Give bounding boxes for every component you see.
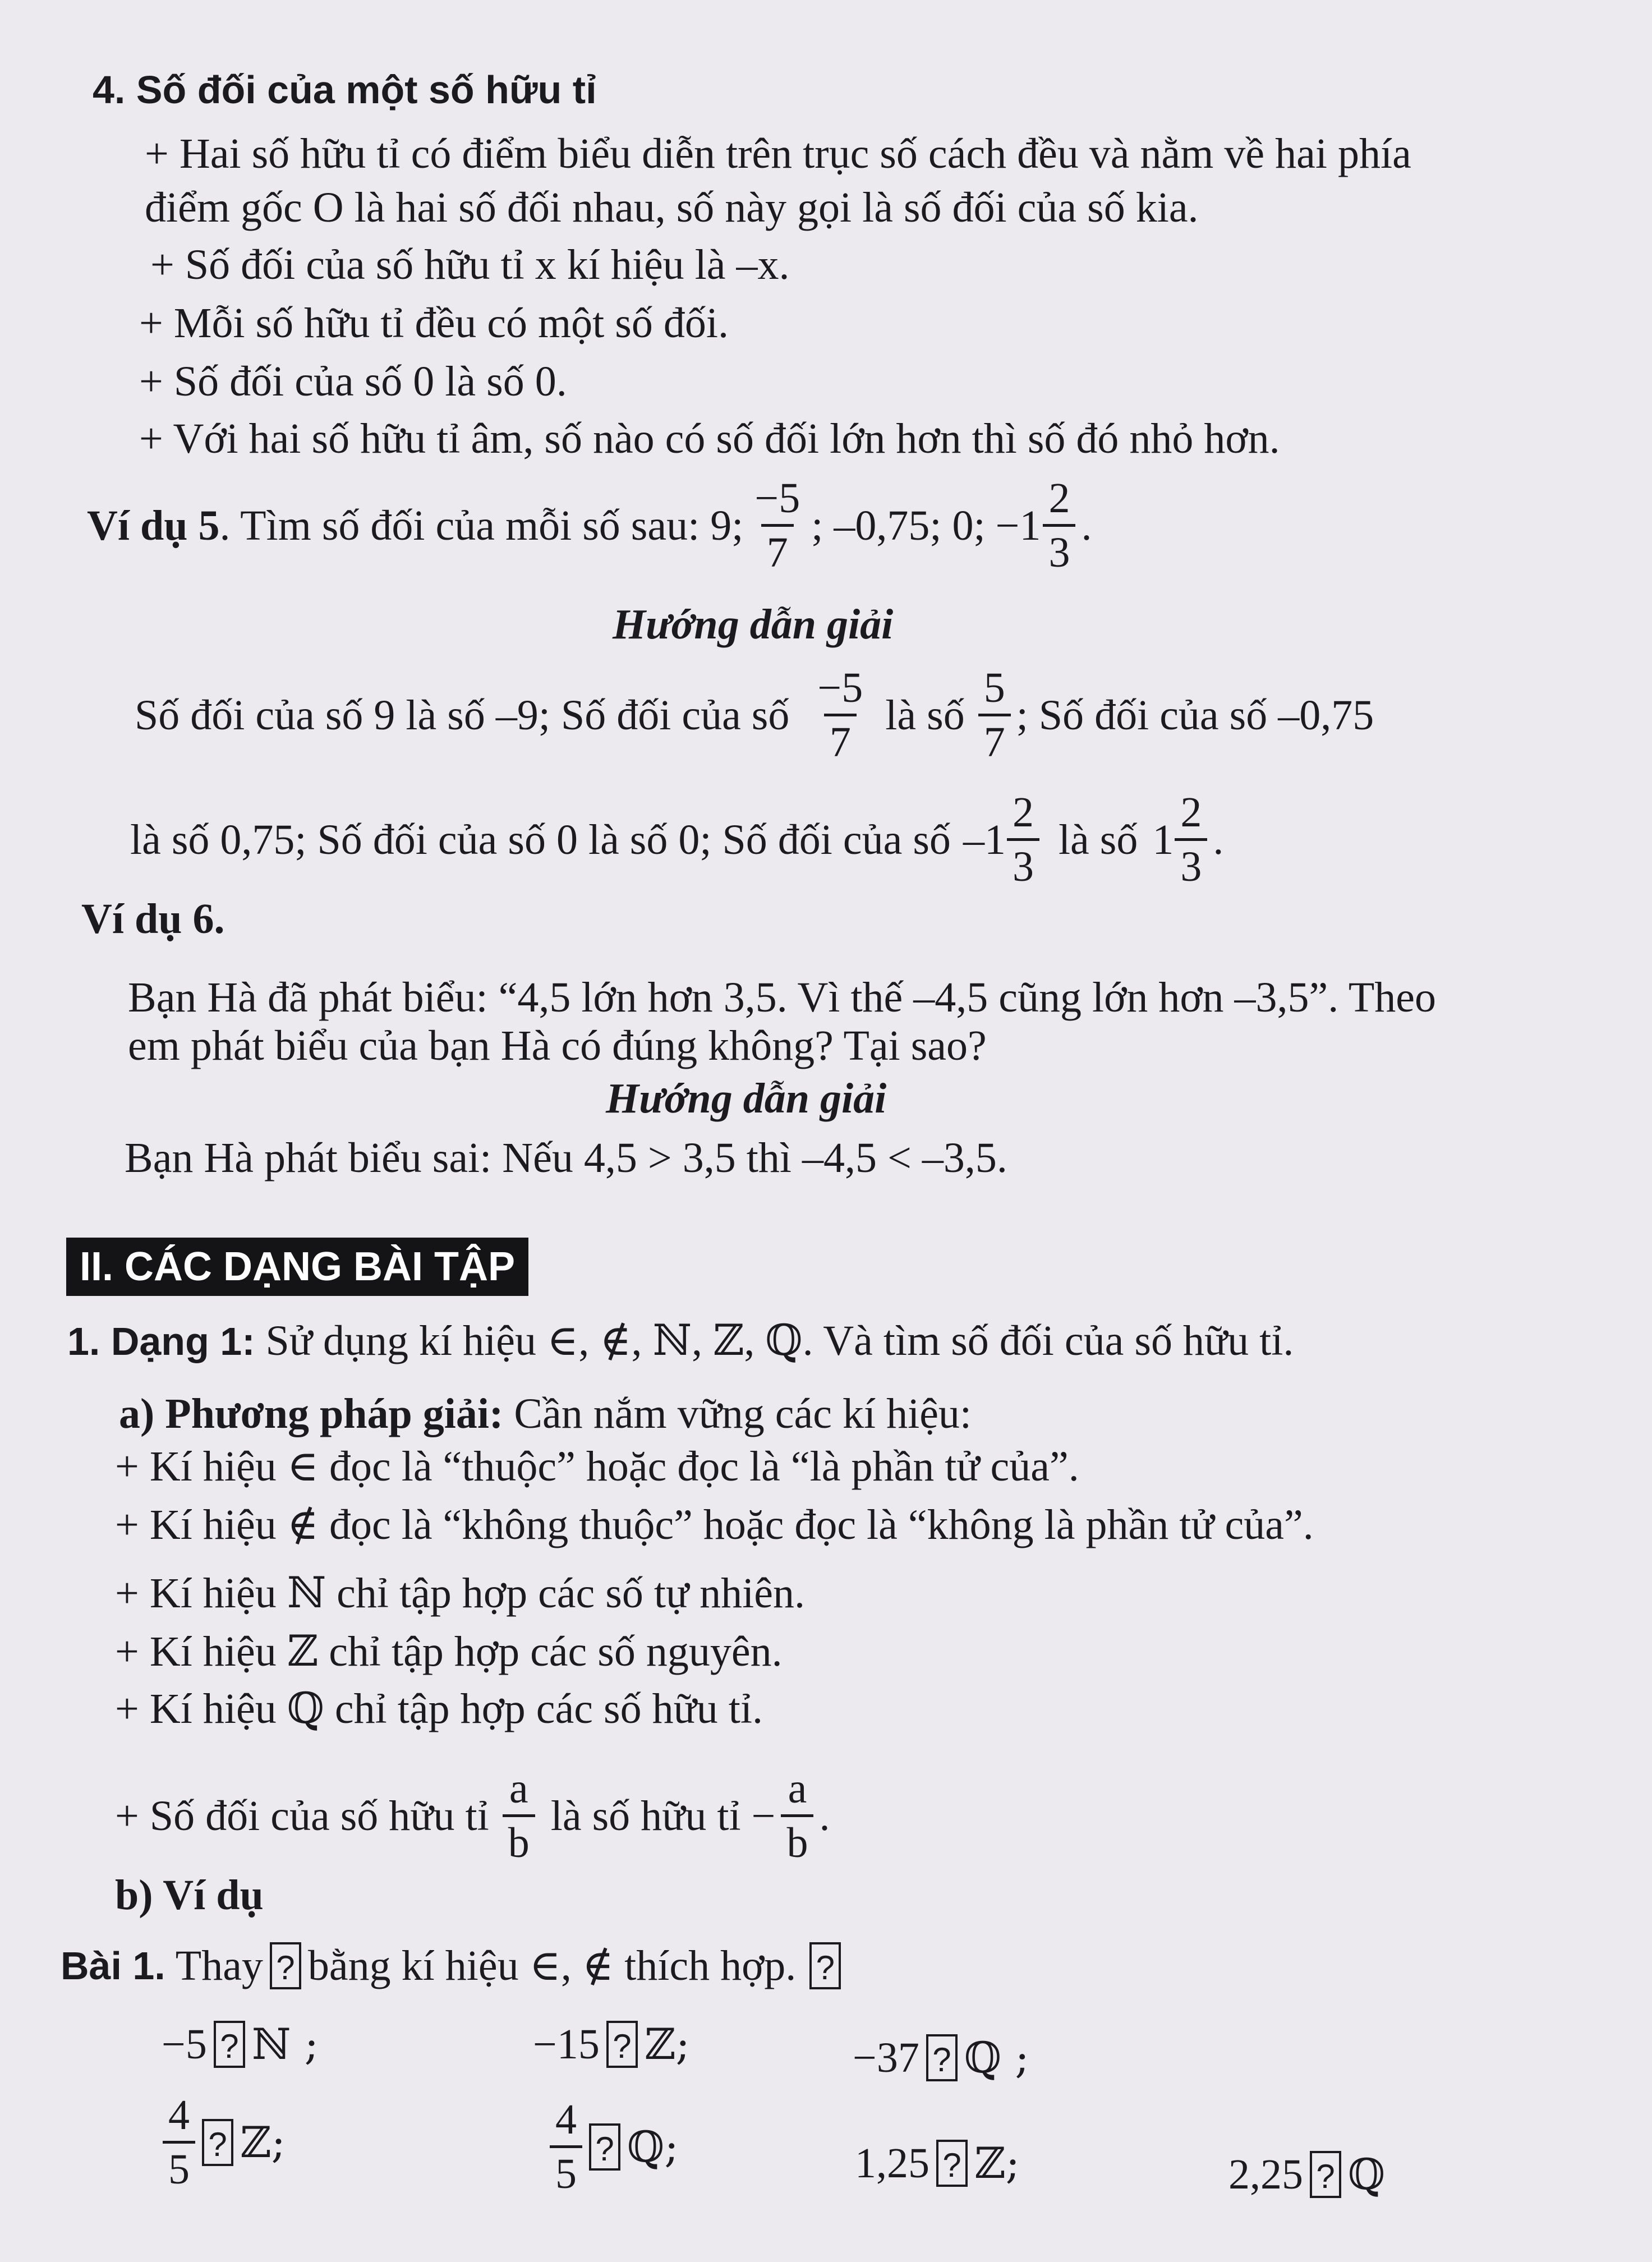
example-text: . Tìm số đối của mỗi số sau: 9; — [219, 502, 744, 549]
exercise-1-prompt — [61, 1942, 848, 1989]
item-value: 2,25 — [1228, 2151, 1303, 2198]
example-label: Ví dụ 6. — [81, 895, 225, 942]
method-text: Cần nắm vững các kí hiệu: — [514, 1390, 972, 1437]
form-1-line — [67, 1317, 1294, 1364]
numerator: −5 — [817, 664, 863, 711]
mixed-number — [1152, 791, 1213, 888]
period: . — [1081, 502, 1092, 549]
rule-line: + Kí hiệu ℚ chỉ tập hợp các số hữu tỉ. — [115, 1685, 763, 1732]
denominator: 7 — [761, 524, 794, 574]
rule-line-fraction — [115, 1767, 830, 1864]
numerator: 2 — [1048, 475, 1070, 522]
form-label: 1. Dạng 1: — [67, 1320, 255, 1363]
example-subheading: b) Ví dụ — [115, 1872, 264, 1919]
answer-text: Số đối của số 9 là số –9; Số đối của số — [135, 691, 790, 739]
numerator: a — [788, 1765, 807, 1812]
exercise-item — [533, 2021, 690, 2068]
mixed-number — [996, 477, 1082, 574]
answer-box[interactable]: ? — [1310, 2151, 1341, 2198]
numerator: a — [509, 1765, 528, 1812]
set-symbol: ℚ; — [627, 2121, 679, 2172]
denominator: 5 — [550, 2145, 582, 2195]
denominator: 3 — [1175, 838, 1207, 888]
denominator: 3 — [1007, 838, 1039, 888]
exercise-item — [550, 2098, 679, 2195]
answer-box[interactable]: ? — [926, 2034, 958, 2081]
rule-line: + Kí hiệu ℕ chỉ tập hợp các số tự nhiên. — [115, 1570, 805, 1617]
mixed-number — [963, 791, 1045, 888]
guide-heading: Hướng dẫn giải — [606, 1075, 887, 1122]
paragraph-line: Bạn Hà đã phát biểu: “4,5 lớn hơn 3,5. Vì thế –4,5 cũng lớn hơn –3,5”. Theo — [128, 974, 1437, 1021]
exercise-text: Thay — [175, 1942, 263, 1989]
paragraph-line: + Số đối của số 0 là số 0. — [139, 358, 567, 405]
numerator: 4 — [168, 2091, 190, 2139]
whole-part: –1 — [963, 816, 1006, 863]
rule-text: + Số đối của số hữu tỉ — [115, 1792, 489, 1840]
placeholder-box: ? — [809, 1942, 841, 1989]
item-value: 1,25 — [855, 2140, 929, 2187]
set-symbol: ℕ ; — [251, 2019, 319, 2069]
fraction — [163, 2091, 195, 2193]
form-text: Sử dụng kí hiệu ∈, ∉, ℕ, ℤ, ℚ. Và tìm số đối của số hữu tỉ. — [265, 1317, 1294, 1364]
item-value: −37 — [853, 2034, 919, 2081]
set-symbol: ℤ; — [644, 2019, 690, 2069]
section-banner: II. CÁC DẠNG BÀI TẬP — [66, 1238, 528, 1296]
whole-part: 1 — [1152, 816, 1174, 863]
exercise-item — [162, 2021, 319, 2068]
exercise-label: Bài 1. — [61, 1944, 165, 1988]
example-label: Ví dụ 5 — [87, 502, 220, 549]
denominator: 5 — [163, 2141, 195, 2191]
exercise-item — [1228, 2151, 1385, 2198]
fraction — [550, 2098, 582, 2195]
item-value: −15 — [533, 2021, 600, 2068]
example-5-answer-line-2 — [130, 791, 1223, 888]
numerator: 4 — [555, 2096, 577, 2143]
set-symbol: ℚ — [1348, 2149, 1386, 2199]
guide-heading: Hướng dẫn giải — [613, 601, 894, 648]
paragraph-line: + Số đối của số hữu tỉ x kí hiệu là –x. — [150, 241, 790, 288]
numerator: −5 — [754, 475, 800, 522]
answer-text: Bạn Hà phát biểu sai: Nếu 4,5 > 3,5 thì –4,5 < –3,5. — [125, 1134, 1007, 1181]
answer-box[interactable]: ? — [202, 2119, 233, 2166]
set-symbol: ℤ; — [240, 2117, 286, 2167]
exercise-item — [855, 2140, 1020, 2187]
method-line — [119, 1392, 972, 1435]
paragraph-line: + Với hai số hữu tỉ âm, số nào có số đối lớn hơn thì số đó nhỏ hơn. — [139, 415, 1280, 462]
numerator: 2 — [1180, 789, 1202, 836]
example-5-question — [87, 477, 1092, 574]
example-5-answer-line-1 — [135, 666, 1374, 764]
paragraph-line: em phát biểu của bạn Hà có đúng không? Tại sao? — [128, 1022, 987, 1069]
answer-box[interactable]: ? — [936, 2140, 968, 2187]
period: . — [1213, 816, 1224, 863]
item-value: −5 — [162, 2021, 207, 2068]
denominator: 7 — [824, 714, 857, 764]
denominator: 7 — [978, 714, 1011, 764]
answer-text: là số — [1058, 816, 1138, 863]
rule-text: là số hữu tỉ − — [550, 1792, 776, 1840]
exercise-item — [163, 2091, 286, 2193]
section-heading: 4. Số đối của một số hữu tỉ — [93, 68, 597, 112]
answer-box[interactable]: ? — [606, 2021, 638, 2068]
answer-text: ; Số đối của số –0,75 — [1016, 691, 1374, 739]
paragraph-line: điểm gốc O là hai số đối nhau, số này gọi là số đối của số kia. — [145, 184, 1199, 231]
exercise-text: bằng kí hiệu ∈, ∉ thích hợp. — [307, 1942, 797, 1989]
answer-text: là số 0,75; Số đối của số 0 là số 0; Số đối của số — [130, 816, 951, 863]
paragraph-line: + Mỗi số hữu tỉ đều có một số đối. — [139, 300, 729, 347]
paragraph-line: + Hai số hữu tỉ có điểm biểu diễn trên trục số cách đều và nằm về hai phía — [145, 130, 1411, 177]
answer-box[interactable]: ? — [589, 2123, 620, 2171]
placeholder-box: ? — [270, 1942, 301, 1989]
fraction — [812, 666, 868, 764]
fraction — [503, 1767, 535, 1864]
exercise-item — [853, 2034, 1029, 2081]
fraction — [781, 1767, 813, 1864]
fraction — [978, 666, 1011, 764]
denominator: b — [781, 1814, 813, 1864]
denominator: 3 — [1043, 524, 1075, 574]
set-symbol: ℤ; — [974, 2138, 1020, 2188]
example-text: ; –0,75; 0; — [811, 502, 986, 549]
answer-box[interactable]: ? — [214, 2021, 245, 2068]
period: . — [819, 1792, 830, 1840]
denominator: b — [503, 1814, 535, 1864]
rule-line: + Kí hiệu ∈ đọc là “thuộc” hoặc đọc là “là phần tử của”. — [115, 1443, 1079, 1490]
fraction — [749, 477, 806, 574]
rule-line: + Kí hiệu ∉ đọc là “không thuộc” hoặc đọc là “không là phần tử của”. — [115, 1501, 1314, 1548]
numerator: 5 — [983, 664, 1005, 711]
rule-line: + Kí hiệu ℤ chỉ tập hợp các số nguyên. — [115, 1628, 783, 1675]
numerator: 2 — [1012, 789, 1034, 836]
method-label: a) Phương pháp giải: — [119, 1390, 504, 1437]
set-symbol: ℚ ; — [964, 2033, 1029, 2082]
whole-part: −1 — [995, 502, 1041, 549]
answer-text: là số — [885, 691, 965, 739]
